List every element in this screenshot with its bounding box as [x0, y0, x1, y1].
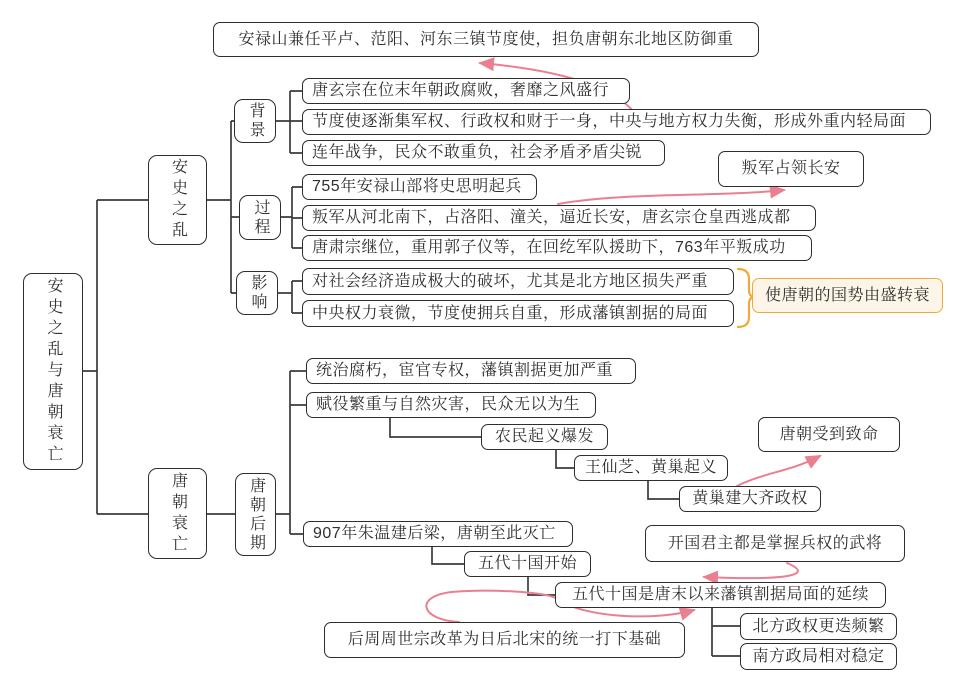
arrow-from-warlord-note	[704, 563, 798, 578]
item-late-tang-3: 907年朱温建后梁，唐朝至此灭亡	[303, 521, 573, 547]
item-process-3: 唐肃宗继位，重用郭子仪等，在回纥军队援助下，763年平叛成功	[302, 235, 812, 261]
item-background-2: 节度使逐渐集军权、行政权和财于一身，中央与地方权力失衡，形成外重内轻局面	[302, 109, 931, 135]
item-impact-1: 对社会经济造成极大的破坏，尤其是北方地区损失严重	[302, 268, 734, 295]
item-north-regimes: 北方政权更迭频繁	[740, 613, 897, 640]
label-process: 过程	[239, 195, 281, 240]
item-process-1: 755年安禄山部将史思明起兵	[302, 174, 537, 200]
label-late-tang: 唐朝后期	[235, 473, 276, 556]
item-south-stability: 南方政局相对稳定	[740, 643, 897, 670]
note-changan: 叛军占领长安	[718, 151, 864, 187]
note-warlord-rulers: 开国君主都是掌握兵权的武将	[645, 525, 905, 562]
item-late-tang-1: 统治腐朽，宦官专权，藩镇割据更加严重	[306, 358, 636, 384]
note-fatal-blow: 唐朝受到致命	[758, 417, 900, 452]
item-late-tang-2: 赋役繁重与自然灾害，民众无以为生	[306, 392, 596, 418]
item-wangxianzhi-huangchao: 王仙芝、黄巢起义	[574, 455, 728, 481]
note-anlushan: 安禄山兼任平卢、范阳、河东三镇节度使，担负唐朝东北地区防御重	[213, 22, 759, 57]
node-tang-decline: 唐朝衰亡	[148, 468, 207, 559]
note-houzhou-reform: 后周周世宗改革为日后北宋的统一打下基础	[324, 622, 685, 658]
item-daqi-regime: 黄巢建大齐政权	[679, 486, 821, 512]
item-five-dynasties-continuation: 五代十国是唐末以来藩镇割据局面的延续	[555, 582, 886, 608]
arrow-to-fatal-note	[737, 456, 820, 486]
arrow-to-changan-note	[558, 190, 784, 204]
item-process-2: 叛军从河北南下，占洛阳、潼关，逼近长安，唐玄宗仓皇西逃成都	[302, 205, 816, 231]
note-national-power: 使唐朝的国势由盛转衰	[752, 278, 943, 313]
node-anshi-rebellion: 安史之乱	[148, 155, 207, 245]
label-background: 背景	[234, 99, 276, 143]
item-uprising-outbreak: 农民起义爆发	[481, 424, 608, 450]
item-background-3: 连年战争，民众不敢重负，社会矛盾矛盾尖锐	[302, 140, 665, 166]
node-root: 安史之乱与唐朝衰亡	[23, 273, 83, 470]
item-five-dynasties-begin: 五代十国开始	[464, 551, 591, 577]
label-impact: 影响	[236, 271, 278, 315]
item-background-1: 唐玄宗在位末年朝政腐败，奢靡之风盛行	[302, 78, 630, 104]
item-impact-2: 中央权力衰微，节度使拥兵自重，形成藩镇割据的局面	[302, 300, 734, 327]
